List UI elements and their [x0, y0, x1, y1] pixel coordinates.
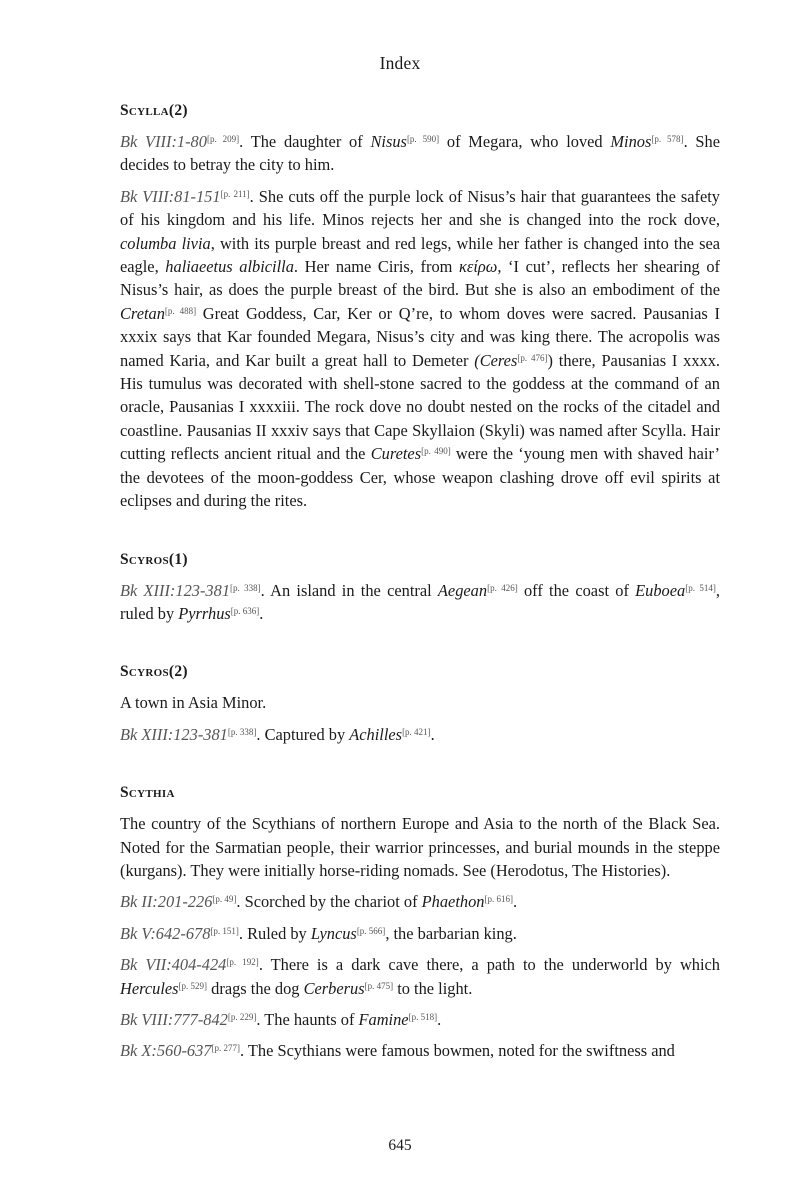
cross-reference: Achilles	[349, 724, 403, 744]
cross-reference: Phaethon	[421, 892, 485, 912]
entry-heading: Scyros(1)	[120, 550, 188, 568]
running-head: Index	[379, 53, 421, 73]
book-line-reference: Bk VIII:777-842	[120, 1009, 228, 1029]
entry-heading: Scylla(2)	[120, 102, 188, 119]
book-line-reference: Bk VII:404-424	[120, 955, 227, 975]
cross-reference: Cerberus	[303, 978, 365, 998]
book-line-reference: Bk X:560-637	[120, 1041, 212, 1061]
page-reference[interactable]: [p. 211]	[220, 188, 250, 199]
page-reference[interactable]: [p. 476]	[517, 352, 548, 363]
page-reference[interactable]: [p. 529]	[178, 980, 208, 991]
body-text: were the ‘young men with shaved hair’ the devotees of the moon-goddess Cer, whose weapon clashing drove off evil spirits at eclipses and during the rites.	[120, 444, 720, 511]
entry-paragraph	[120, 579, 720, 626]
entry-paragraph	[120, 723, 720, 746]
page-reference[interactable]: [p. 616]	[484, 894, 513, 905]
cross-reference: columba livia	[120, 233, 211, 253]
body-text: . Scorched by the chariot of	[236, 892, 422, 912]
body-text: of Megara, who loved	[439, 132, 611, 151]
page-reference[interactable]: [p. 566]	[356, 925, 386, 936]
cross-reference: (Ceres	[474, 350, 518, 370]
body-text: .	[437, 1009, 442, 1029]
body-text: A town in Asia Minor.	[120, 693, 267, 713]
page-reference[interactable]: [p. 488]	[164, 305, 197, 316]
entry-heading: Scythia	[120, 784, 175, 802]
body-text: . She decides to betray the city to him.	[120, 132, 721, 175]
cross-reference: Euboea	[635, 580, 686, 600]
cross-reference: Cretan	[120, 303, 165, 323]
body-text: .	[430, 724, 435, 744]
body-text: . She cuts off the purple lock of Nisus’s hair that guarantees the safety of his kingdom and his life. Minos rejects her and she is changed into the rock dove,	[120, 186, 720, 230]
book-line-reference: Bk XIII:123-381	[120, 580, 231, 600]
body-text: . An island in the central	[260, 580, 438, 600]
body-text: . There is a dark cave there, a path to the underworld by which	[258, 955, 720, 975]
page-reference[interactable]: [p. 426]	[487, 582, 518, 593]
cross-reference: Aegean	[437, 580, 488, 600]
body-text: . The haunts of	[256, 1009, 359, 1029]
body-text: , ruled by	[120, 580, 720, 623]
entry-paragraph	[120, 812, 720, 882]
entry-paragraph	[120, 1008, 720, 1031]
page-reference[interactable]: [p. 151]	[210, 925, 239, 936]
body-text: , ‘I cut’, reflects her shearing of Nisus’s hair, as does the purple breast of the bird. But she is also an embodiment of the	[120, 257, 720, 300]
cross-reference: Famine	[358, 1009, 409, 1029]
body-text: Great Goddess, Car, Ker or Q’re, to whom doves were sacred. Pausanias I xxxix says that Kar founded Megara, Nisus’s city and was king there. The acropolis was named Karia, and Kar built a great hall to Demeter	[120, 303, 720, 370]
body-text: .	[259, 603, 264, 623]
page-reference[interactable]: [p. 49]	[212, 894, 237, 905]
body-text: off the coast of	[517, 580, 636, 600]
body-text: to the light.	[393, 978, 473, 998]
page-reference[interactable]: [p. 209]	[206, 134, 240, 144]
body-text: . Ruled by	[238, 923, 311, 943]
cross-reference: Curetes	[370, 444, 422, 464]
book-line-reference: Bk V:642-678	[120, 923, 211, 943]
index-entry	[120, 782, 720, 1063]
entry-paragraph	[120, 922, 720, 945]
body-text: . The Scythians were famous bowmen, noted for the swiftness and	[240, 1041, 675, 1061]
body-text: , the barbarian king.	[385, 923, 517, 943]
body-text: . Her name Ciris, from	[293, 257, 460, 277]
book-line-reference: Bk XIII:123-381	[120, 724, 228, 744]
book-line-reference: Bk VIII:81-151	[120, 186, 221, 206]
cross-reference: Pyrrhus	[178, 603, 231, 623]
cross-reference: Nisus	[370, 132, 407, 151]
cross-reference: κείρω	[459, 257, 498, 277]
body-text: ) there, Pausanias I xxxx. His tumulus was decorated with shell-stone sacred to the goddess at the command of an oracle, Pausanias I xxxxiii. The rock dove no doubt nested on the rocks of the citadel and coastline. Pausanias II xxxiv says that Cape Skyllaion (Skyli) was named after Scylla. Hair cutting reflects ancient ritual and the	[120, 350, 721, 464]
entry-paragraph	[120, 130, 720, 177]
body-text: . The daughter of	[239, 132, 371, 151]
page-reference[interactable]: [p. 277]	[211, 1043, 240, 1054]
page-reference[interactable]: [p. 229]	[227, 1011, 257, 1022]
cross-reference: haliaeetus albicilla	[165, 257, 294, 277]
page-reference[interactable]: [p. 338]	[230, 582, 261, 593]
body-text: . Captured by	[256, 724, 350, 744]
page-reference[interactable]: [p. 636]	[230, 605, 260, 616]
body-text: drags the dog	[207, 978, 304, 998]
body-text: , with its purple breast and red legs, while her father is changed into the sea eagle,	[120, 233, 720, 277]
page-reference[interactable]: [p. 578]	[651, 134, 684, 144]
index-entry	[120, 100, 720, 513]
cross-reference: Lyncus	[310, 923, 357, 943]
page-reference[interactable]: [p. 514]	[685, 582, 716, 593]
entry-paragraph	[120, 691, 720, 714]
entry-paragraph	[120, 890, 720, 913]
book-line-reference: Bk II:201-226	[120, 892, 213, 912]
page-number: 645	[388, 1137, 412, 1154]
index-content	[120, 100, 720, 1071]
book-line-reference: Bk VIII:1-80	[120, 132, 207, 151]
index-entry	[120, 661, 720, 746]
entry-paragraph	[120, 1039, 720, 1062]
index-entry	[120, 549, 720, 626]
entry-paragraph	[120, 953, 720, 1000]
body-text: The country of the Scythians of northern Europe and Asia to the north of the Black Sea. Noted for the Sarmatian people, their warrior princesses, and burial mounds in the steppe (kurgans). They were initially horse-riding nomads. See (Herodotus, The Histories).	[120, 814, 720, 880]
page-reference[interactable]: [p. 518]	[408, 1011, 438, 1022]
page-reference[interactable]: [p. 490]	[421, 446, 451, 457]
entry-paragraph	[120, 185, 720, 513]
page-reference[interactable]: [p. 192]	[226, 957, 259, 968]
page-reference[interactable]: [p. 421]	[402, 726, 431, 737]
entry-heading: Scyros(2)	[120, 663, 188, 681]
cross-reference: Minos	[610, 132, 652, 151]
cross-reference: Hercules	[120, 978, 179, 998]
body-text: .	[512, 892, 518, 912]
page-reference[interactable]: [p. 475]	[364, 980, 394, 991]
page-reference[interactable]: [p. 590]	[406, 134, 440, 144]
page-reference[interactable]: [p. 338]	[227, 726, 257, 737]
